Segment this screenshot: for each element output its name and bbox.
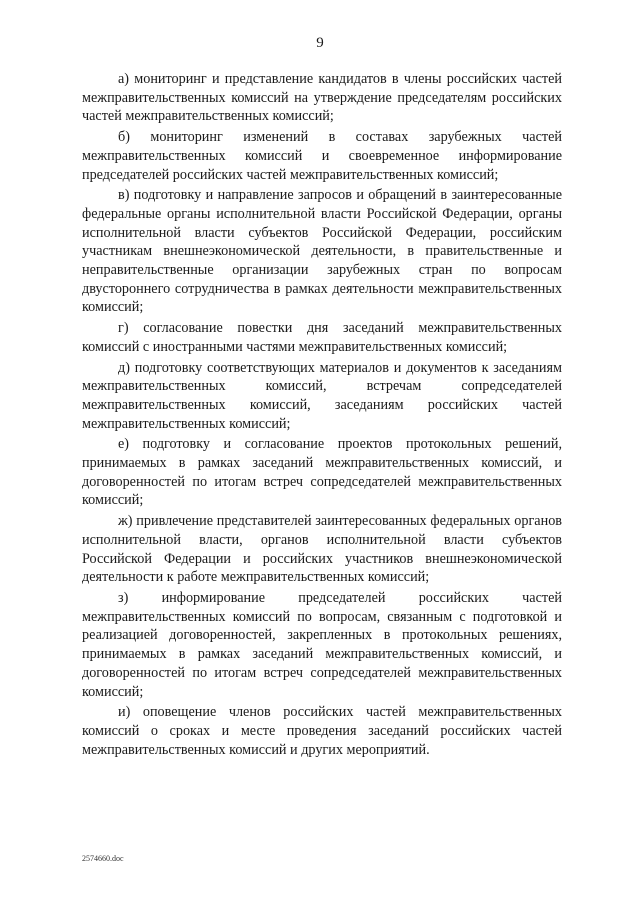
paragraph-d: д) подготовку соответствующих материалов и документов к заседаниям межправительственных комиссий, встречам сопредседателей межправительственных комиссий, заседаниям российских частей межправительственных комиссий;	[82, 359, 562, 432]
paragraph-e: е) подготовку и согласование проектов протокольных решений, принимаемых в рамках заседаний межправительственных комиссий, и договоренностей по итогам встреч сопредседателей межправительственных комиссий;	[82, 436, 562, 509]
paragraph-a: а) мониторинг и представление кандидатов в члены российских частей межправительственных комиссий на утверждение председателям российских частей межправительственных комиссий;	[82, 71, 562, 125]
page-number: 9	[316, 35, 324, 51]
document-body	[82, 70, 562, 761]
paragraph-g: г) согласование повестки дня заседаний межправительственных комиссий с иностранными частями межправительственных комиссий;	[82, 320, 562, 355]
paragraph-z: з) информирование председателей российских частей межправительственных комиссий по вопросам, связанным с подготовкой и реализацией договоренностей, закрепленных в протокольных решениях, принимаемых в рамках заседаний межправительственных комиссий, и договоренностей по итогам встреч сопредседателей межправительственных комиссий;	[82, 589, 562, 700]
footer-document-code: 2574660.doc	[82, 854, 124, 863]
paragraph-i: и) оповещение членов российских частей межправительственных комиссий о сроках и месте проведения заседаний российских частей межправительственных комиссий и других мероприятий.	[82, 704, 562, 758]
paragraph-zh: ж) привлечение представителей заинтересованных федеральных органов исполнительной власти, органов исполнительной власти субъектов Российской Федерации и российских участников внешнеэкономической деятельности к работе межправительственных комиссий;	[82, 513, 562, 586]
paragraph-b: б) мониторинг изменений в составах зарубежных частей межправительственных комиссий и своевременное информирование председателей российских частей межправительственных комиссий;	[82, 129, 562, 183]
paragraph-v: в) подготовку и направление запросов и обращений в заинтересованные федеральные органы исполнительной власти Российской Федерации, органы исполнительной власти субъектов Российской Федерации, российским участникам внешнеэкономической деятельности, в правительственные и неправительственные организации зарубежных стран по вопросам двустороннего сотрудничества в рамках деятельности межправительственных комиссий;	[82, 187, 562, 316]
